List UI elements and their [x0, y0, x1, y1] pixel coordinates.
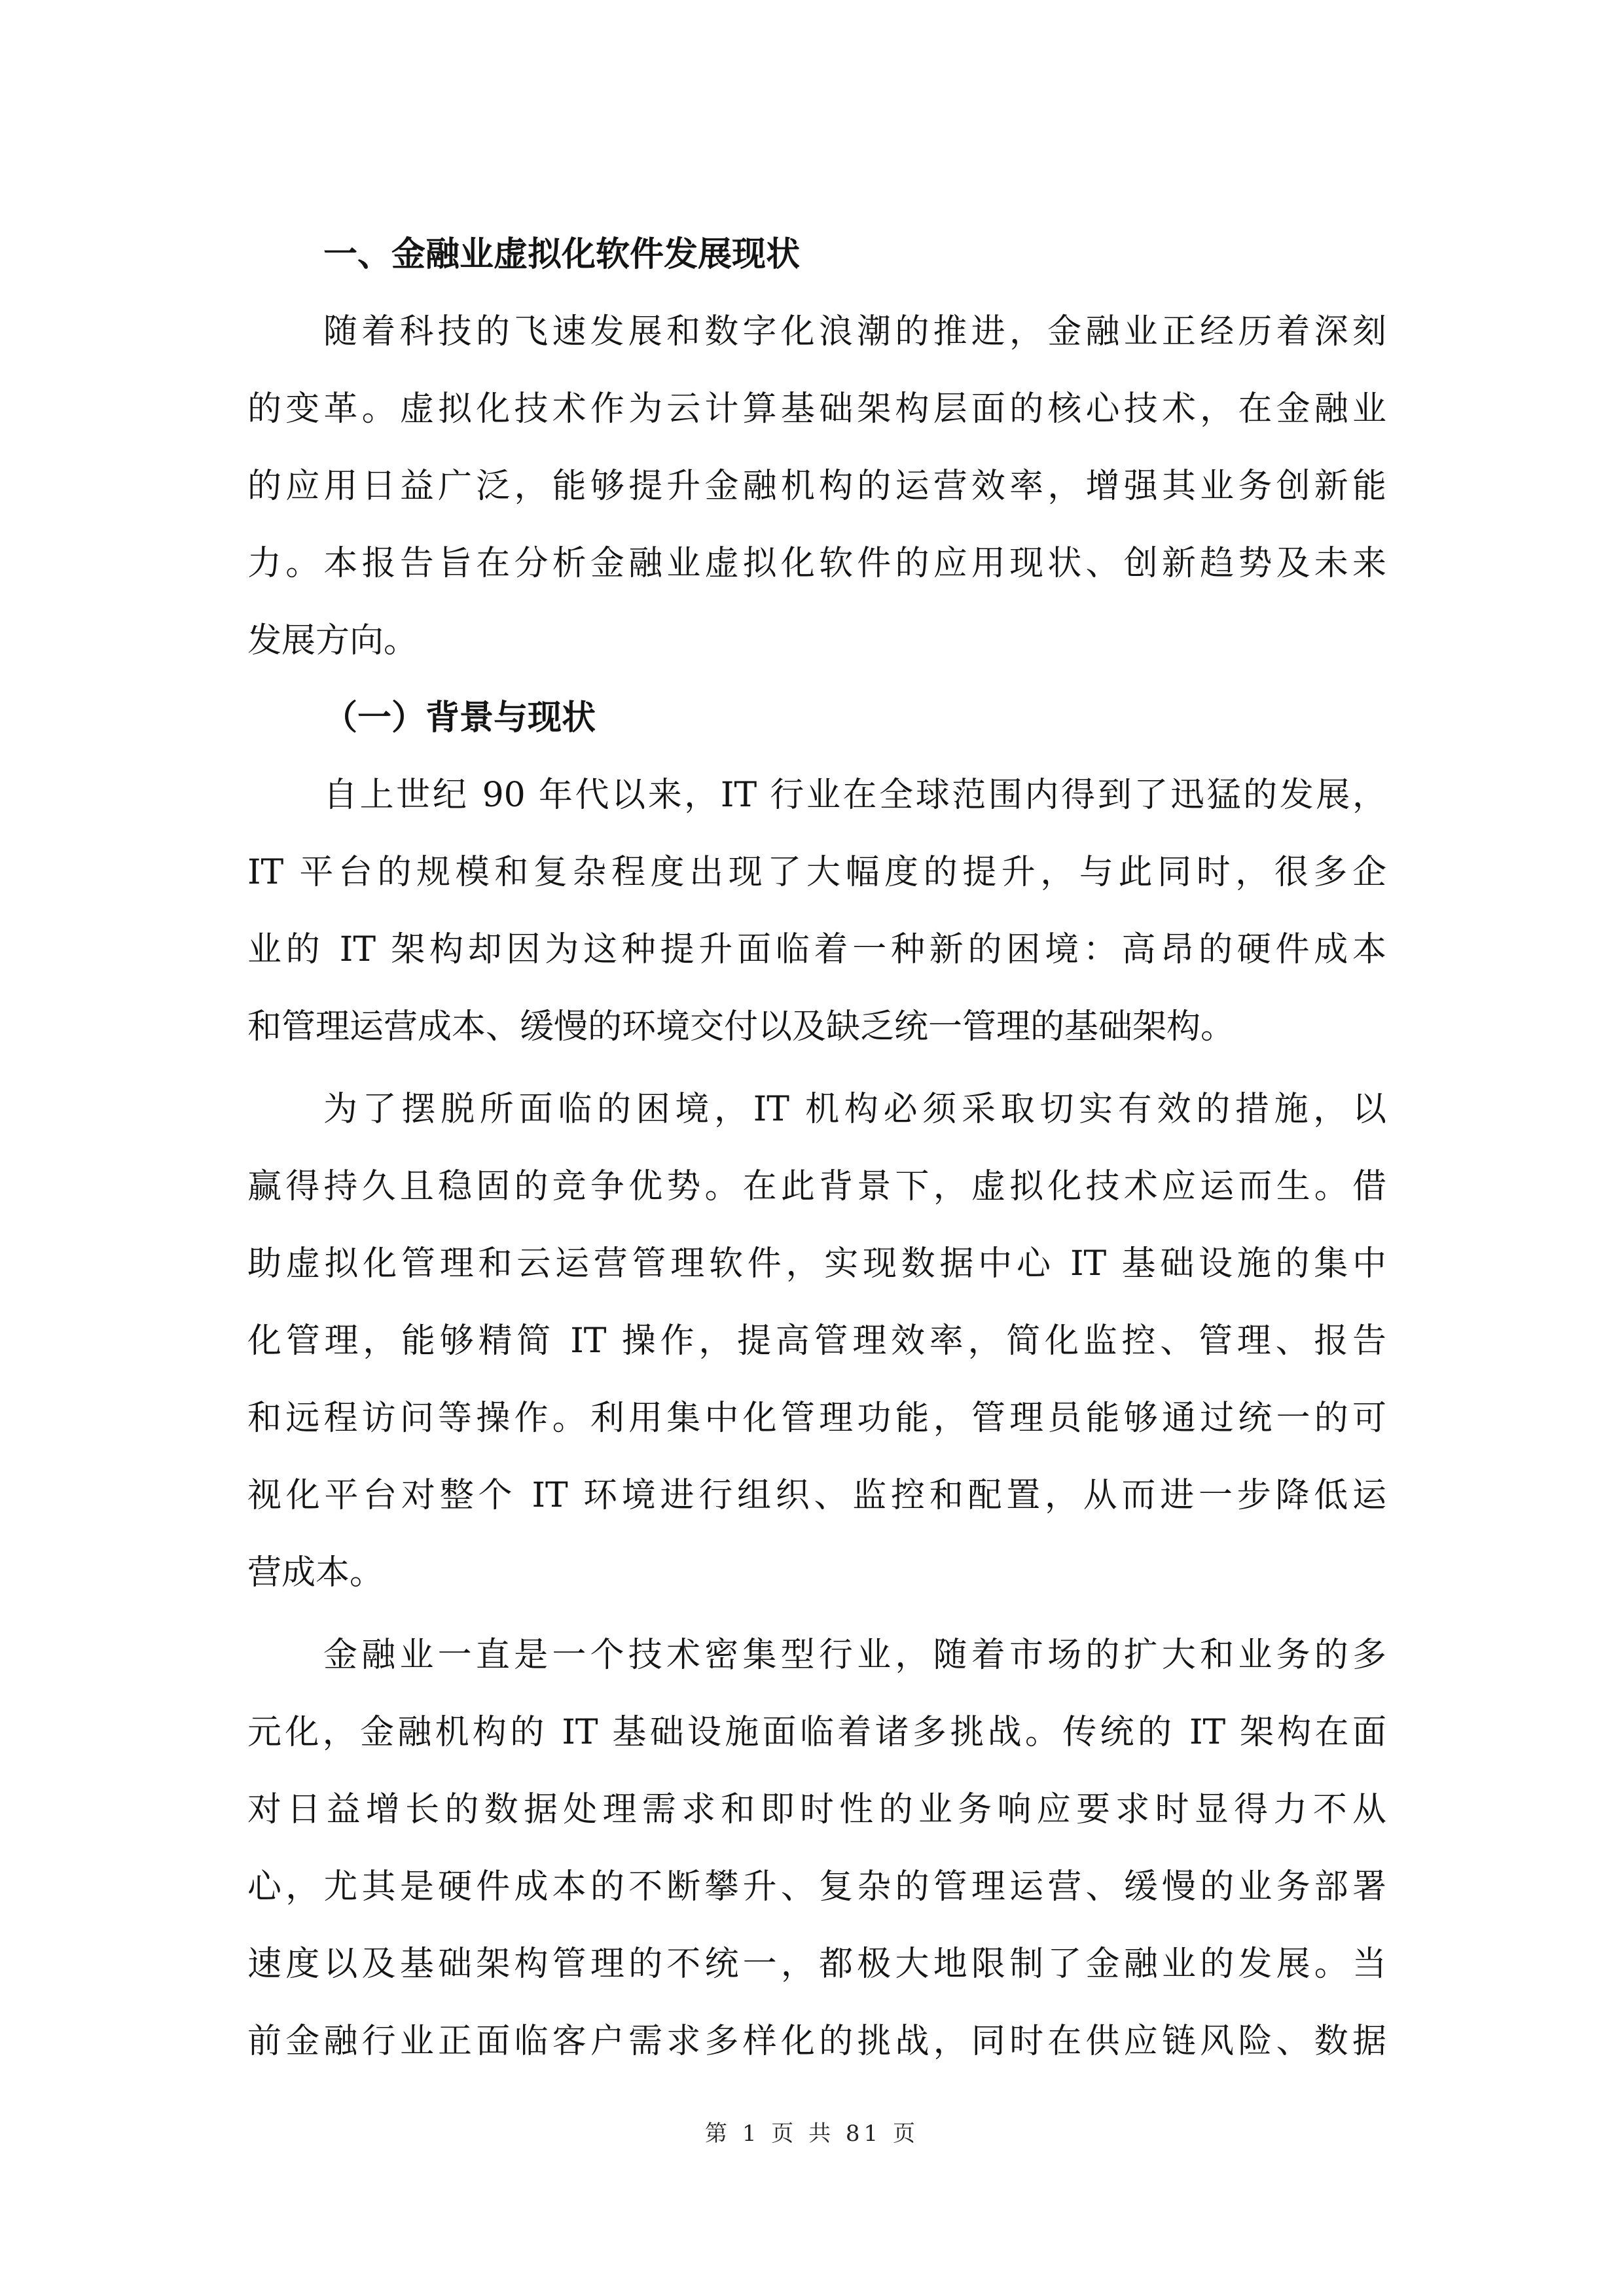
paragraph-line: 金融业一直是一个技术密集型行业，随着市场的扩大和业务的多 — [323, 1636, 1386, 1675]
paragraph-line: 的变革。虚拟化技术作为云计算基础架构层面的核心技术，在金融业 — [247, 389, 1386, 429]
paragraph-line: 营成本。 — [247, 1553, 384, 1592]
paragraph-line: 心，尤其是硬件成本的不断攀升、复杂的管理运营、缓慢的业务部署 — [247, 1867, 1386, 1907]
subsection-heading: （一）背景与现状 — [323, 698, 596, 738]
paragraph-line: 对日益增长的数据处理需求和即时性的业务响应要求时显得力不从 — [247, 1790, 1386, 1829]
paragraph-finance-challenges — [247, 1617, 1386, 2080]
paragraph-line: 速度以及基础架构管理的不统一，都极大地限制了金融业的发展。当 — [247, 1945, 1386, 1984]
paragraph-line: 自上世纪 90 年代以来，IT 行业在全球范围内得到了迅猛的发展， — [323, 776, 1386, 815]
paragraph-line: 的应用日益广泛，能够提升金融机构的运营效率，增强其业务创新能 — [247, 467, 1386, 506]
paragraph-virtualization — [247, 1071, 1386, 1611]
paragraph-line: 业的 IT 架构却因为这种提升面临着一种新的困境：高昂的硬件成本 — [247, 930, 1386, 969]
page-content — [247, 216, 1386, 2080]
section-heading: 一、金融业虚拟化软件发展现状 — [323, 235, 801, 274]
paragraph-line: 元化，金融机构的 IT 基础设施面临着诸多挑战。传统的 IT 架构在面 — [247, 1713, 1386, 1752]
paragraph-line: 发展方向。 — [247, 621, 418, 660]
paragraph-line: 助虚拟化管理和云运营管理软件，实现数据中心 IT 基础设施的集中 — [247, 1244, 1386, 1283]
paragraph-line: 视化平台对整个 IT 环境进行组织、监控和配置，从而进一步降低运 — [247, 1476, 1386, 1515]
paragraph-intro — [247, 293, 1386, 679]
paragraph-line: 随着科技的飞速发展和数字化浪潮的推进，金融业正经历着深刻 — [323, 312, 1386, 351]
paragraph-line: 化管理，能够精简 IT 操作，提高管理效率，简化监控、管理、报告 — [247, 1321, 1386, 1361]
paragraph-line: IT 平台的规模和复杂程度出现了大幅度的提升，与此同时，很多企 — [247, 853, 1386, 892]
paragraph-line: 力。本报告旨在分析金融业虚拟化软件的应用现状、创新趋势及未来 — [247, 544, 1386, 583]
paragraph-background — [247, 757, 1386, 1066]
page-number-footer: 第 1 页 共 81 页 — [705, 2121, 919, 2147]
paragraph-line: 前金融行业正面临客户需求多样化的挑战，同时在供应链风险、数据 — [247, 2022, 1386, 2061]
paragraph-line: 和管理运营成本、缓慢的环境交付以及缺乏统一管理的基础架构。 — [247, 1007, 1235, 1047]
paragraph-line: 为了摆脱所面临的困境，IT 机构必须采取切实有效的措施，以 — [323, 1090, 1386, 1129]
paragraph-line: 赢得持久且稳固的竞争优势。在此背景下，虚拟化技术应运而生。借 — [247, 1167, 1386, 1206]
paragraph-line: 和远程访问等操作。利用集中化管理功能，管理员能够通过统一的可 — [247, 1399, 1386, 1438]
